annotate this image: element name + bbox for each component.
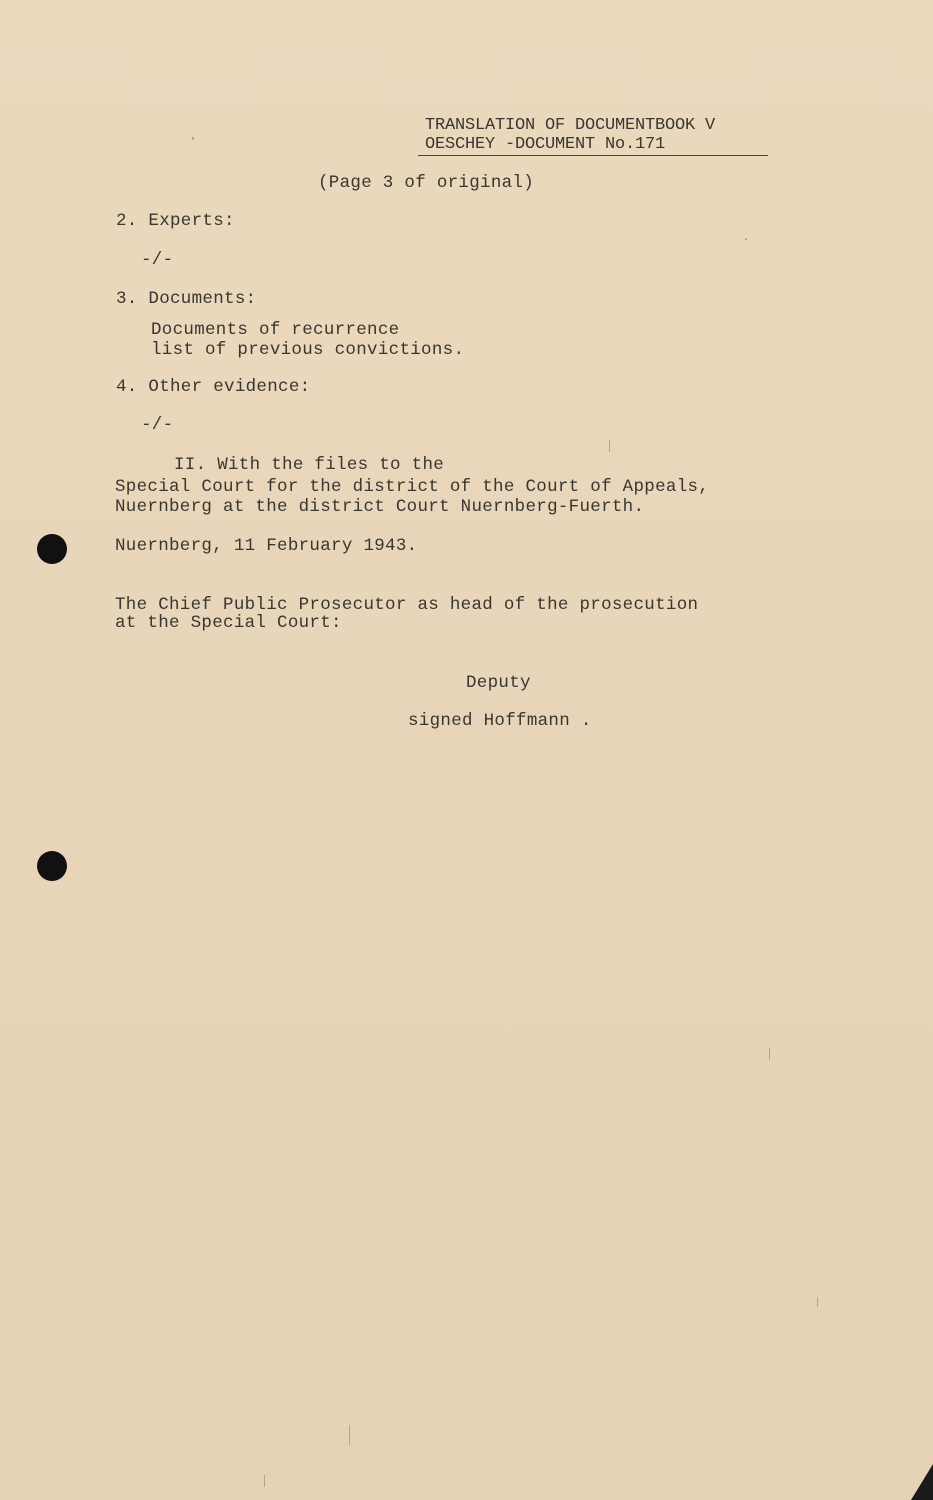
paper-speck [349, 1425, 350, 1445]
other-evidence-heading: 4. Other evidence: [116, 377, 311, 397]
signature-title: Deputy [466, 673, 531, 693]
page-reference: (Page 3 of original) [318, 173, 535, 193]
paper-speck [192, 137, 194, 140]
documents-line-2: list of previous convictions. [151, 340, 465, 360]
experts-heading: 2. Experts: [116, 211, 235, 231]
documents-heading: 3. Documents: [116, 289, 257, 309]
other-evidence-value: -/- [141, 415, 174, 435]
transmittal-line-1: II. With the files to the [174, 455, 445, 475]
punch-hole-upper [37, 534, 67, 564]
signature-name: signed Hoffmann . [408, 711, 592, 731]
transmittal-line-3: Nuernberg at the district Court Nuernberg-Fuerth. [115, 497, 645, 517]
transmittal-line-2: Special Court for the district of the Court of Appeals, [115, 477, 710, 497]
prosecutor-line-1: The Chief Public Prosecutor as head of the prosecution [115, 595, 699, 615]
documents-line-1: Documents of recurrence [151, 320, 400, 340]
experts-value: -/- [141, 250, 174, 270]
prosecutor-line-2: at the Special Court: [115, 613, 342, 633]
paper-speck [745, 238, 747, 240]
paper-speck [769, 1048, 770, 1060]
torn-corner [911, 1464, 933, 1500]
paper-speck [609, 440, 610, 452]
punch-hole-lower [37, 851, 67, 881]
paper-speck [817, 1297, 818, 1307]
header-underline [418, 155, 768, 156]
header-title: TRANSLATION OF DOCUMENTBOOK V [425, 116, 716, 135]
paper-speck [264, 1475, 265, 1487]
place-and-date: Nuernberg, 11 February 1943. [115, 536, 418, 556]
header-document-number: OESCHEY -DOCUMENT No.171 [425, 135, 666, 154]
